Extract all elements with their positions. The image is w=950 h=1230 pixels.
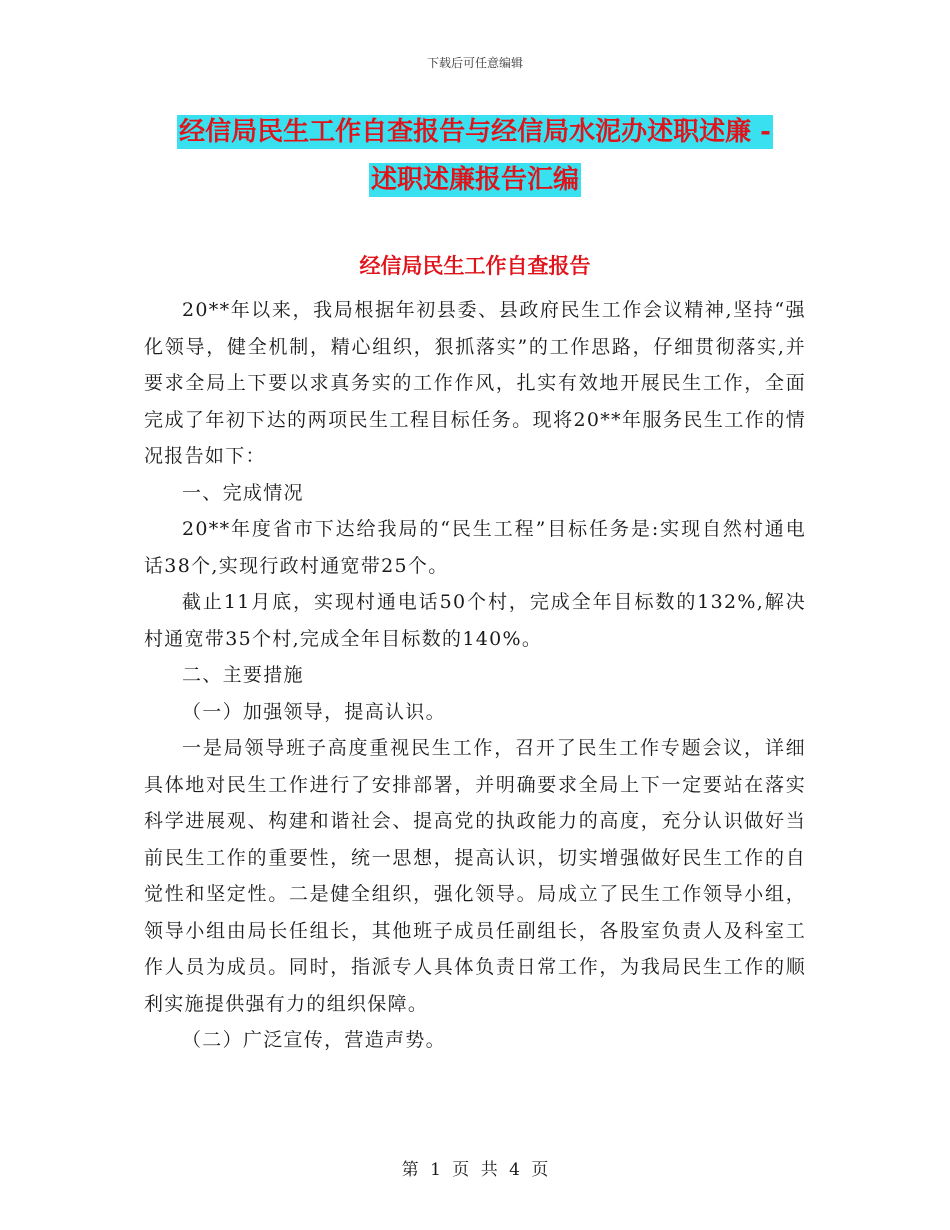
paragraph: 20**年度省市下达给我局的“民生工程”目标任务是:实现自然村通电话38个,实现行政村通宽带25个。 (144, 518, 806, 577)
paragraph: 20**年以来，我局根据年初县委、县政府民生工作会议精神,坚持“强化领导，健全机制，精心组织，狠抓落实”的工作思路，仔细贯彻落实,并要求全局上下要以求真务实的工作作风，扎实有效地开展民生工作，全面完成了年初下达的两项民生工程目标任务。现将20**年服务民生工作的情况报告如下： (144, 299, 806, 467)
paragraph: 一是局领导班子高度重视民生工作，召开了民生工作专题会议，详细具体地对民生工作进行了安排部署，并明确要求全局上下一定要站在落实科学进展观、构建和谐社会、提高党的执政能力的高度，充分认识做好当前民生工作的重要性，统一思想，提高认识，切实增强做好民生工作的自觉性和坚定性。二是健全组织，强化领导。局成立了民生工作领导小组，领导小组由局长任组长，其他班子成员任副组长，各股室负责人及科室工作人员为成员。同时，指派专人具体负责日常工作，为我局民生工作的顺利实施提供强有力的组织保障。 (144, 737, 806, 1015)
paragraph: （二）广泛宣传，营造声势。 (182, 1029, 446, 1051)
document-title (120, 108, 830, 204)
title-line-1: 经信局民生工作自查报告与经信局水泥办述职述廉 - (179, 117, 771, 147)
body-text (144, 292, 806, 1059)
title-line-2: 述职述廉报告汇编 (370, 165, 579, 195)
paragraph: 一、完成情况 (182, 481, 304, 504)
section-title: 经信局民生工作自查报告 (359, 253, 591, 278)
paragraph: 截止11月底，实现村通电话50个村，完成全年目标数的132%,解决村通宽带35个村,完成全年目标数的140%。 (144, 591, 806, 650)
header-note: 下载后可任意编辑 (426, 56, 523, 70)
paragraph: 二、主要措施 (182, 664, 304, 686)
paragraph: （一）加强领导，提高认识。 (182, 700, 446, 723)
page-footer: 第 1 页 共 4 页 (401, 1160, 549, 1180)
